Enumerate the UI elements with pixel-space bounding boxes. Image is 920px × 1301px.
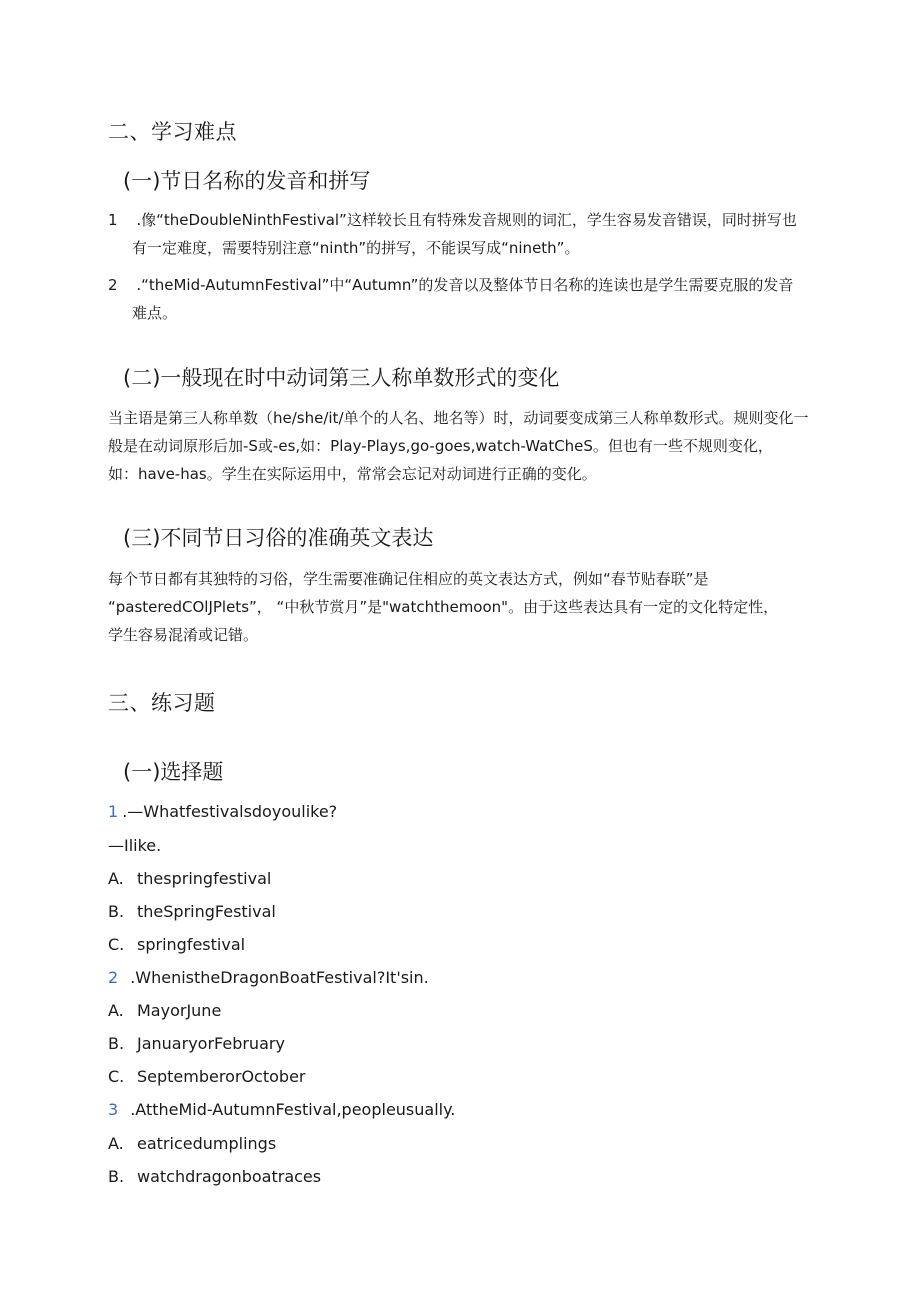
paragraph-line: 学生容易混淆或记错。 — [108, 626, 259, 644]
option-text: springfestival — [137, 935, 246, 954]
item-text-continued: 有一定难度，需要特别注意“ninth”的拼写，不能误写成“nineth”。 — [132, 239, 580, 257]
option-letter: B. — [108, 902, 125, 921]
question-stem — [108, 968, 429, 987]
option-text: SeptemberorOctober — [137, 1067, 306, 1086]
item-text-continued: 难点。 — [132, 304, 178, 322]
option-item — [108, 1167, 321, 1186]
question-number: 1 — [108, 802, 119, 821]
item-text: .像“theDoubleNinthFestival”这样较长且有特殊发音规则的词汇，学生容易发音错误，同时拼写也 — [136, 211, 797, 229]
option-text: eatricedumplings — [137, 1134, 277, 1153]
item-number: 2 — [108, 276, 118, 294]
answer-line: —Ilike. — [108, 836, 162, 855]
section-title-difficulties: 二、学习难点 — [108, 120, 237, 144]
option-letter: C. — [108, 1067, 125, 1086]
paragraph-line: 每个节日都有其独特的习俗，学生需要准确记住相应的英文表达方式，例如“春节贴春联”是 — [108, 570, 709, 588]
paragraph-line: “pasteredCOlJPlets”， “中秋节赏月”是"watchthemoon"。由于这些表达具有一定的文化特定性， — [108, 598, 779, 616]
option-text: watchdragonboatraces — [137, 1167, 322, 1186]
option-letter: B. — [108, 1034, 125, 1053]
item-number: 1 — [108, 211, 118, 229]
option-letter: A. — [108, 869, 124, 888]
subsection-title-multiple-choice: (一)选择题 — [123, 760, 224, 784]
paragraph-line: 当主语是第三人称单数（he/she/it/单个的人名、地名等）时，动词要变成第三人称单数形式。规则变化一 — [108, 409, 809, 427]
option-item — [108, 1134, 276, 1153]
subsection-title-customs: (三)不同节日习俗的准确英文表达 — [123, 526, 434, 550]
question-text: .AttheMid-AutumnFestival,peopleusually. — [130, 1100, 456, 1119]
question-text: .WhenistheDragonBoatFestival?It'sin. — [130, 968, 429, 987]
option-letter: B. — [108, 1167, 125, 1186]
question-text: .—Whatfestivalsdoyoulike? — [122, 802, 338, 821]
option-item — [108, 1034, 285, 1053]
option-text: JanuaryorFebruary — [137, 1034, 285, 1053]
option-text: thespringfestival — [137, 869, 272, 888]
option-text: theSpringFestival — [137, 902, 276, 921]
option-item — [108, 869, 271, 888]
option-letter: A. — [108, 1001, 124, 1020]
option-item — [108, 1001, 221, 1020]
option-item — [108, 935, 245, 954]
section-title-exercises: 三、练习题 — [108, 691, 216, 715]
subsection-title-pronunciation: (一)节日名称的发音和拼写 — [123, 169, 371, 193]
list-item — [108, 271, 793, 299]
question-number: 2 — [108, 968, 119, 987]
question-number: 3 — [108, 1100, 119, 1119]
paragraph-line: 般是在动词原形后加-S或-es,如：Play-Plays,go-goes,watch-WatCheS。但也有一些不规则变化， — [108, 437, 773, 455]
paragraph-line: 如：have-has。学生在实际运用中，常常会忘记对动词进行正确的变化。 — [108, 465, 597, 483]
option-text: MayorJune — [137, 1001, 222, 1020]
question-stem — [108, 802, 337, 821]
option-letter: A. — [108, 1134, 124, 1153]
option-letter: C. — [108, 935, 125, 954]
subsection-title-verb-forms: (二)一般现在时中动词第三人称单数形式的变化 — [123, 366, 560, 390]
list-item — [108, 206, 797, 234]
question-stem — [108, 1100, 455, 1119]
item-text: .“theMid-AutumnFestival”中“Autumn”的发音以及整体节日名称的连读也是学生需要克服的发音 — [136, 276, 794, 294]
option-item — [108, 1067, 305, 1086]
option-item — [108, 902, 276, 921]
